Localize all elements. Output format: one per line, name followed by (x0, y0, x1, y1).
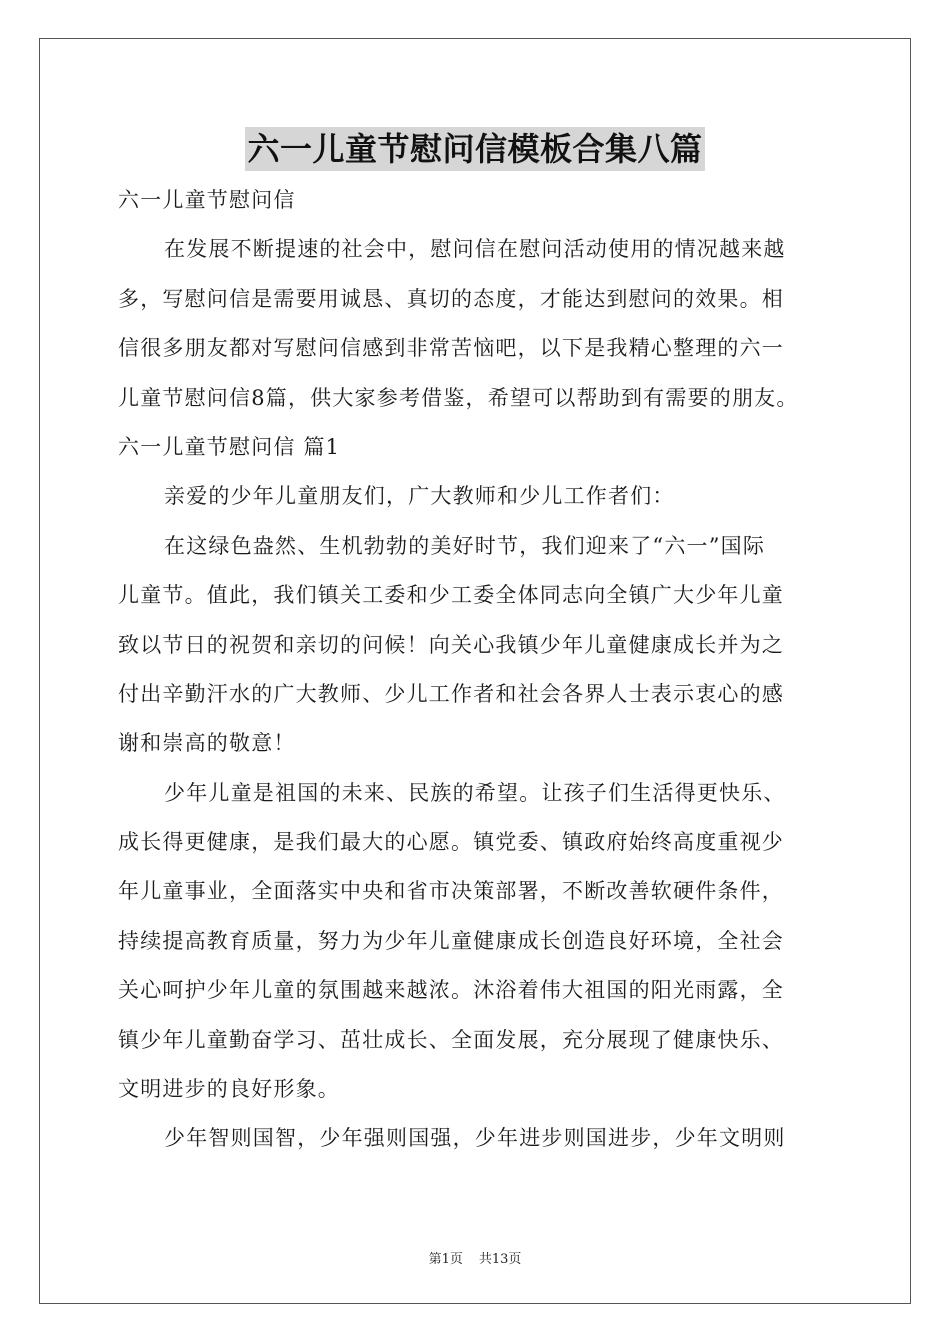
page-total: 共13页 (478, 1252, 522, 1267)
title-container (0, 127, 950, 171)
text-line: 持续提高教育质量，努力为少年儿童健康成长创造良好环境，全社会 (118, 928, 784, 953)
text-line: 儿童节。值此，我们镇关工委和少工委全体同志向全镇广大少年儿童 (118, 583, 784, 608)
text-line: 成长得更健康，是我们最大的心愿。镇党委、镇政府始终高度重视少 (118, 830, 784, 855)
text-line: 多，写慰问信是需要用诚恳、真切的态度，才能达到慰问的效果。相 (118, 286, 784, 311)
text-line: 少年儿童是祖国的未来、民族的希望。让孩子们生活得更快乐、 (164, 780, 786, 805)
text-line: 在这绿色盎然、生机勃勃的美好时节，我们迎来了“六一”国际 (164, 533, 766, 558)
text-line: 在发展不断提速的社会中，慰问信在慰问活动使用的情况越来越 (164, 237, 786, 262)
text-line: 关心呵护少年儿童的氛围越来越浓。沐浴着伟大祖国的阳光雨露，全 (118, 978, 784, 1003)
text-line: 六一儿童节慰问信 (118, 188, 296, 212)
text-line: 信很多朋友都对写慰问信感到非常苦恼吧，以下是我精心整理的六一 (118, 336, 784, 361)
text-line: 致以节日的祝贺和亲切的问候！向关心我镇少年儿童健康成长并为之 (118, 632, 784, 657)
page-number: 第1页 (428, 1252, 463, 1267)
text-line: 儿童节慰问信8篇，供大家参考借鉴，希望可以帮助到有需要的朋友。 (118, 385, 799, 410)
text-line: 谢和崇高的敬意！ (118, 731, 296, 756)
text-line: 年儿童事业，全面落实中央和省市决策部署，不断改善软硬件条件， (118, 879, 784, 904)
text-line: 付出辛勤汗水的广大教师、少儿工作者和社会各界人士表示衷心的感 (118, 681, 784, 706)
text-line: 文明进步的良好形象。 (118, 1077, 340, 1102)
text-line: 亲爱的少年儿童朋友们，广大教师和少儿工作者们： (164, 484, 675, 509)
text-line: 镇少年儿童勤奋学习、茁壮成长、全面发展，充分展现了健康快乐、 (118, 1027, 784, 1052)
page-footer (0, 1248, 950, 1267)
document-body (118, 176, 840, 1164)
document-title: 六一儿童节慰问信模板合集八篇 (245, 127, 704, 171)
text-line: 少年智则国智，少年强则国强，少年进步则国进步，少年文明则 (164, 1126, 786, 1151)
text-line: 六一儿童节慰问信 篇1 (118, 434, 341, 459)
